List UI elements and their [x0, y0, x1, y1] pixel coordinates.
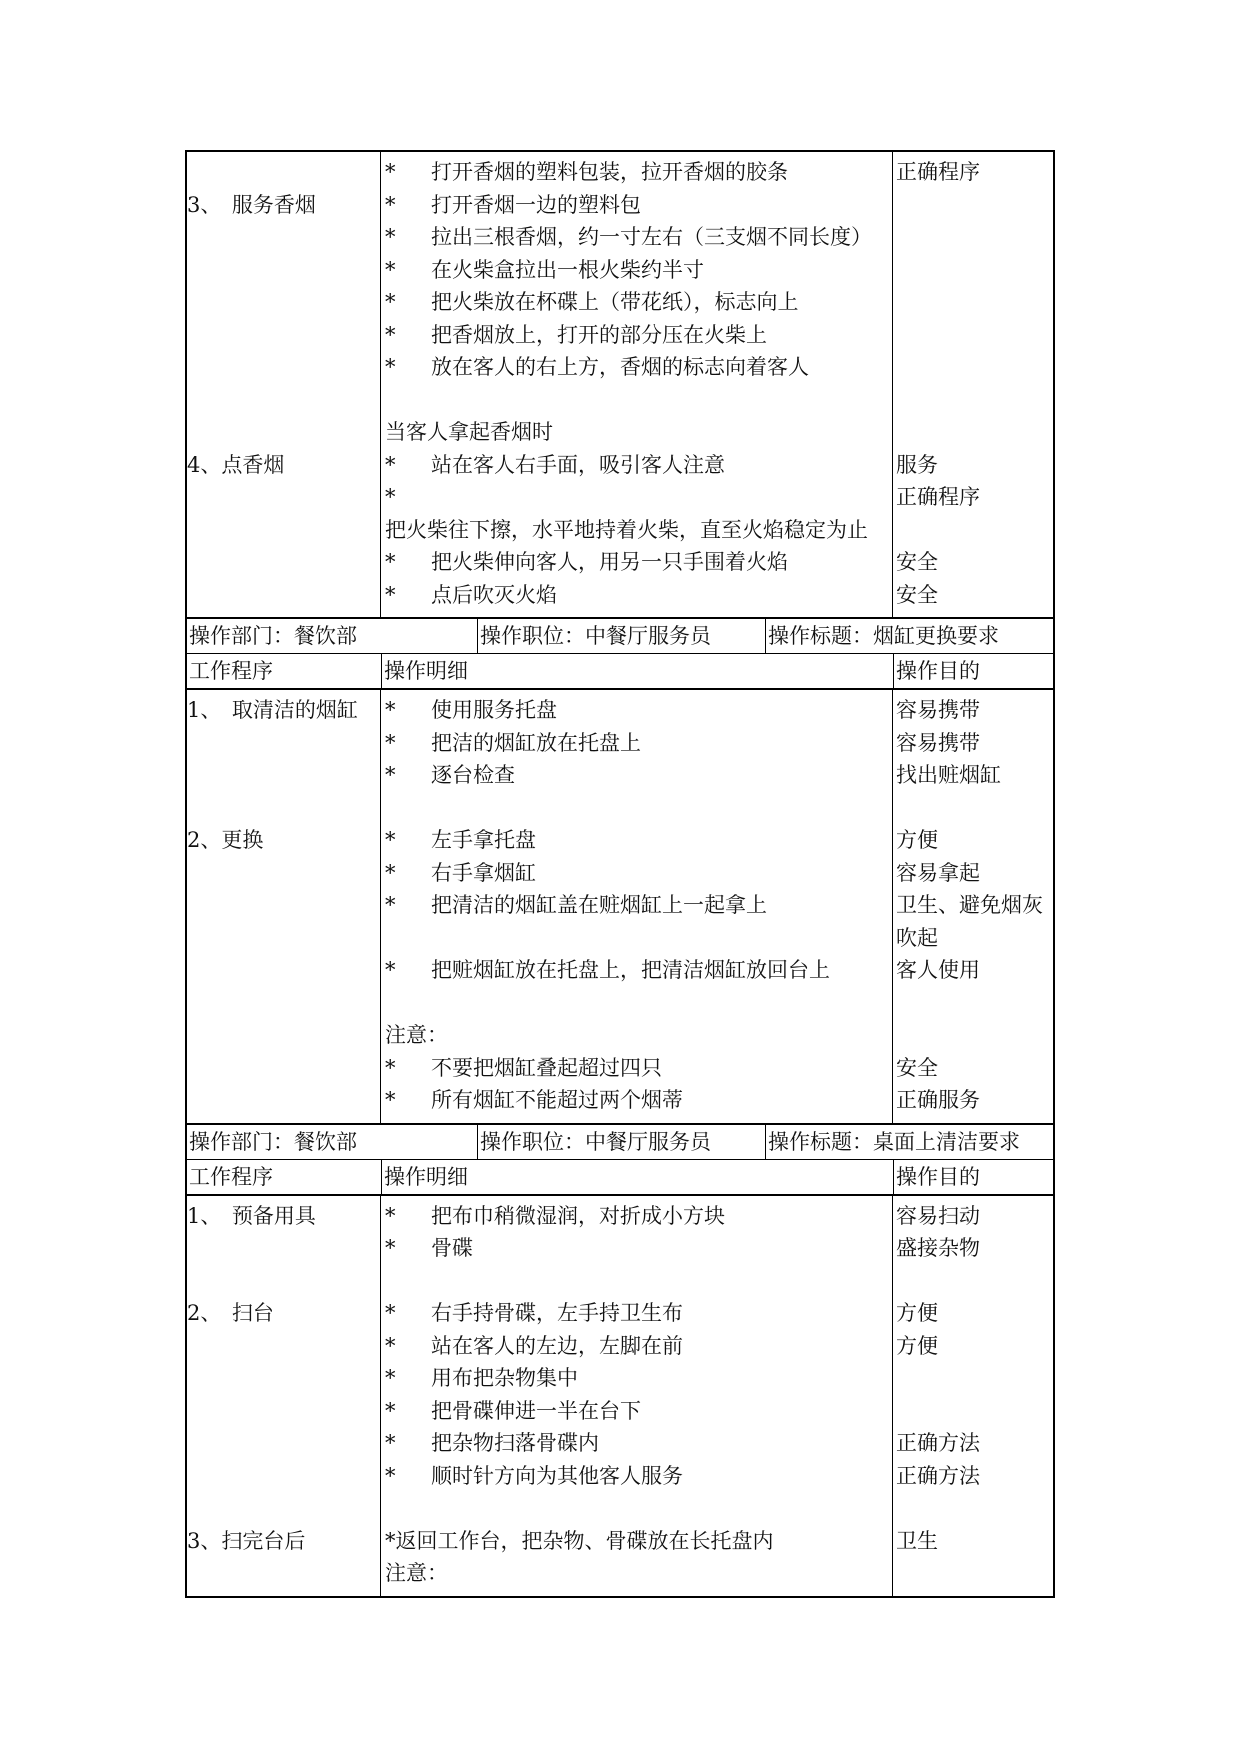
cell-line: 安全: [896, 1055, 938, 1080]
cell-line: 正确程序: [896, 160, 980, 184]
cell-line: [187, 319, 380, 352]
bullet-star: *: [385, 828, 396, 852]
detail-text: 把杂物扫落骨碟内: [431, 1431, 599, 1455]
cell-line: [187, 889, 380, 922]
detail-text: 放在客人的右上方，香烟的标志向着客人: [431, 355, 809, 379]
cell-line: 容易携带: [896, 730, 980, 755]
detail-line: [385, 1557, 892, 1590]
bullet-star: *: [385, 160, 396, 184]
detail-text: 在火柴盒拉出一根火柴约半寸: [431, 257, 704, 282]
cell-line: 吹起: [896, 925, 938, 950]
cell-line: [896, 319, 1053, 352]
cell-line: [896, 254, 1053, 287]
cell-line: 1、 预备用具: [187, 1203, 316, 1228]
cell-line: 卫生: [896, 1528, 938, 1553]
cell-line: 方便: [896, 1333, 938, 1358]
bullet-star: *: [385, 1366, 396, 1390]
cell-line: 3、扫完台后: [187, 1528, 306, 1553]
cell-line: 客人使用: [896, 958, 980, 982]
detail-line: [385, 1232, 892, 1265]
detail-text: 左手拿托盘: [431, 828, 536, 852]
title-cell: 操作标题：烟缸更换要求: [765, 619, 1053, 653]
block-body: [187, 690, 1053, 1123]
detail-line: [385, 156, 892, 189]
detail-line: [385, 889, 892, 922]
detail-line: [385, 922, 892, 955]
detail-text: 用布把杂物集中: [431, 1366, 578, 1390]
cell-line: [896, 416, 1053, 449]
cell-line: [187, 1395, 380, 1428]
detail-line: [385, 1330, 892, 1363]
cell-line: [896, 1019, 1053, 1052]
cell-line: [187, 857, 380, 890]
dept-cell: 操作部门：餐饮部: [189, 1129, 357, 1154]
bullet-star: *: [385, 698, 396, 722]
cell-line: 安全: [896, 582, 938, 607]
cell-line: [896, 1395, 1053, 1428]
bullet-star: *: [385, 485, 396, 509]
cell-line: [187, 546, 380, 579]
bullet-star: *: [385, 1088, 396, 1112]
header-purpose: 操作目的: [893, 1160, 1053, 1194]
detail-line: [385, 579, 892, 612]
block-ashtray-replacement: [185, 617, 1055, 1123]
detail-text: 拉出三根香烟，约一寸左右（三支烟不同长度）: [431, 225, 872, 249]
detail-line: [385, 1427, 892, 1460]
bullet-star: *: [385, 860, 396, 885]
cell-line: 方便: [896, 1301, 938, 1325]
cell-line: [187, 1427, 380, 1460]
detail-line: [385, 1265, 892, 1298]
header-procedure: 工作程序: [189, 659, 273, 683]
detail-text: 注意：: [385, 1561, 448, 1585]
detail-text: 把火柴伸向客人，用另一只手围着火焰: [431, 550, 788, 574]
cell-line: 盛接杂物: [896, 1236, 980, 1260]
cell-line: 3、 服务香烟: [187, 192, 316, 217]
cell-line: [187, 286, 380, 319]
cell-line: 卫生、避免烟灰: [896, 893, 1043, 917]
cell-line: 正确服务: [896, 1088, 980, 1112]
cell-line: [187, 1330, 380, 1363]
detail-line: [385, 857, 892, 890]
detail-text: 把骨碟伸进一半在台下: [431, 1398, 641, 1423]
header-row: [187, 653, 1053, 690]
position-cell: 操作职位：中餐厅服务员: [477, 619, 765, 653]
detail-line: [385, 792, 892, 825]
cell-line: [896, 1492, 1053, 1525]
detail-line: [385, 1297, 892, 1330]
detail-text: 把洁的烟缸放在托盘上: [431, 730, 641, 755]
cell-line: [187, 384, 380, 417]
detail-line: [385, 449, 892, 482]
cell-line: [187, 1052, 380, 1085]
bullet-star: *: [385, 730, 396, 755]
detail-text: 把清洁的烟缸盖在赃烟缸上一起拿上: [431, 893, 767, 917]
cell-line: [896, 514, 1053, 547]
header-procedure: 工作程序: [189, 1164, 273, 1189]
cell-line: 服务: [896, 452, 938, 477]
detail-line: [385, 1084, 892, 1117]
detail-text: 逐台检查: [431, 763, 515, 787]
bullet-star: *: [385, 290, 396, 314]
cell-line: [896, 792, 1053, 825]
detail-line: [385, 1362, 892, 1395]
cell-line: [187, 1232, 380, 1265]
cell-line: 2、 扫台: [187, 1301, 274, 1325]
bullet-star: *: [385, 1203, 396, 1228]
detail-text: 点后吹灭火焰: [431, 582, 557, 607]
bullet-star: *: [385, 893, 396, 917]
detail-text: *返回工作台，把杂物、骨碟放在长托盘内: [385, 1528, 774, 1553]
cell-line: [187, 987, 380, 1020]
block-body: [187, 1196, 1053, 1596]
bullet-star: *: [385, 1055, 396, 1080]
bullet-star: *: [385, 1236, 396, 1260]
cell-line: 容易携带: [896, 698, 980, 722]
bullet-star: *: [385, 322, 396, 347]
cell-line: [896, 1557, 1053, 1590]
cell-line: [187, 1265, 380, 1298]
detail-text: 注意：: [385, 1023, 448, 1047]
purpose-column: [893, 1196, 1053, 1596]
detail-line: [385, 546, 892, 579]
detail-line: [385, 416, 892, 449]
cell-line: 安全: [896, 550, 938, 574]
cell-line: [896, 221, 1053, 254]
meta-row: [187, 617, 1053, 653]
detail-line: [385, 694, 892, 727]
cell-line: [187, 1557, 380, 1590]
cell-line: [896, 987, 1053, 1020]
bullet-star: *: [385, 1431, 396, 1455]
detail-line: [385, 759, 892, 792]
bullet-star: *: [385, 1398, 396, 1423]
detail-line: [385, 319, 892, 352]
detail-line: [385, 954, 892, 987]
detail-text: 把香烟放上，打开的部分压在火柴上: [431, 322, 767, 347]
cell-line: [187, 351, 380, 384]
block-body: [187, 152, 1053, 617]
detail-text: 打开香烟的塑料包装，拉开香烟的胶条: [431, 160, 788, 184]
dept-cell: 操作部门：餐饮部: [189, 624, 357, 648]
detail-line: [385, 1525, 892, 1558]
detail-line: [385, 189, 892, 222]
detail-text: 打开香烟一边的塑料包: [431, 192, 641, 217]
detail-text: 当客人拿起香烟时: [385, 420, 553, 444]
procedure-column: [187, 152, 381, 617]
bullet-star: *: [385, 958, 396, 982]
detail-column: [381, 152, 893, 617]
cell-line: 方便: [896, 828, 938, 852]
header-detail: 操作明细: [381, 654, 893, 688]
cell-line: 找出赃烟缸: [896, 763, 1001, 787]
cell-line: [187, 416, 380, 449]
bullet-star: *: [385, 1301, 396, 1325]
bullet-star: *: [385, 192, 396, 217]
cell-line: [187, 579, 380, 612]
detail-line: [385, 481, 892, 514]
detail-line: [385, 221, 892, 254]
detail-text: 把火柴放在杯碟上（带花纸），标志向上: [431, 290, 799, 314]
bullet-star: *: [385, 763, 396, 787]
header-purpose: 操作目的: [893, 654, 1053, 688]
detail-text: 站在客人右手面，吸引客人注意: [431, 452, 725, 477]
block-table-cleaning: [185, 1123, 1055, 1598]
title-cell: 操作标题：桌面上清洁要求: [765, 1125, 1053, 1159]
cell-line: [896, 351, 1053, 384]
detail-line: [385, 384, 892, 417]
cell-line: [896, 286, 1053, 319]
bullet-star: *: [385, 1463, 396, 1488]
cell-line: [187, 759, 380, 792]
cell-line: [187, 1492, 380, 1525]
bullet-star: *: [385, 257, 396, 282]
detail-text: 右手持骨碟，左手持卫生布: [431, 1301, 683, 1325]
cell-line: [896, 384, 1053, 417]
cell-line: [187, 1084, 380, 1117]
procedure-column: [187, 690, 381, 1123]
detail-line: [385, 727, 892, 760]
meta-row: [187, 1123, 1053, 1159]
detail-text: 把布巾稍微湿润，对折成小方块: [431, 1203, 725, 1228]
bullet-star: *: [385, 225, 396, 249]
cell-line: [187, 1460, 380, 1493]
cell-line: 容易拿起: [896, 860, 980, 885]
bullet-star: *: [385, 355, 396, 379]
detail-line: [385, 987, 892, 1020]
detail-text: 站在客人的左边，左脚在前: [431, 1333, 683, 1358]
document-page: [185, 150, 1055, 1598]
detail-text: 把火柴往下擦，水平地持着火柴，直至火焰稳定为止: [385, 517, 868, 542]
cell-line: [187, 954, 380, 987]
cell-line: [187, 922, 380, 955]
detail-line: [385, 1395, 892, 1428]
detail-text: 右手拿烟缸: [431, 860, 536, 885]
cell-line: 正确方法: [896, 1431, 980, 1455]
block-cigarette-service: [185, 150, 1055, 617]
detail-line: [385, 286, 892, 319]
cell-line: [187, 792, 380, 825]
detail-text: 顺时针方向为其他客人服务: [431, 1463, 683, 1488]
bullet-star: *: [385, 452, 396, 477]
cell-line: [187, 727, 380, 760]
detail-column: [381, 690, 893, 1123]
detail-text: 把赃烟缸放在托盘上，把清洁烟缸放回台上: [431, 958, 830, 982]
bullet-star: *: [385, 582, 396, 607]
header-row: [187, 1159, 1053, 1196]
purpose-column: [893, 152, 1053, 617]
bullet-star: *: [385, 550, 396, 574]
detail-line: [385, 514, 892, 547]
cell-line: [187, 254, 380, 287]
purpose-column: [893, 690, 1053, 1123]
detail-line: [385, 254, 892, 287]
cell-line: [187, 1362, 380, 1395]
detail-text: 骨碟: [431, 1236, 473, 1260]
cell-line: [896, 189, 1053, 222]
cell-line: [896, 1362, 1053, 1395]
detail-line: [385, 1052, 892, 1085]
cell-line: [896, 1265, 1053, 1298]
cell-line: [187, 481, 380, 514]
detail-line: [385, 1019, 892, 1052]
cell-line: 容易扫动: [896, 1203, 980, 1228]
detail-text: 不要把烟缸叠起超过四只: [431, 1055, 662, 1080]
cell-line: 2、更换: [187, 828, 264, 852]
cell-line: [187, 156, 380, 189]
cell-line: [187, 221, 380, 254]
cell-line: [187, 1019, 380, 1052]
detail-line: [385, 351, 892, 384]
detail-line: [385, 1460, 892, 1493]
cell-line: 4、点香烟: [187, 452, 285, 477]
detail-text: 使用服务托盘: [431, 698, 557, 722]
cell-line: 1、 取清洁的烟缸: [187, 698, 358, 722]
bullet-star: *: [385, 1333, 396, 1358]
detail-column: [381, 1196, 893, 1596]
header-detail: 操作明细: [381, 1160, 893, 1194]
detail-line: [385, 824, 892, 857]
procedure-column: [187, 1196, 381, 1596]
position-cell: 操作职位：中餐厅服务员: [477, 1125, 765, 1159]
cell-line: [187, 514, 380, 547]
detail-text: 所有烟缸不能超过两个烟蒂: [431, 1088, 683, 1112]
detail-line: [385, 1492, 892, 1525]
cell-line: 正确程序: [896, 485, 980, 509]
detail-line: [385, 1200, 892, 1233]
cell-line: 正确方法: [896, 1463, 980, 1488]
